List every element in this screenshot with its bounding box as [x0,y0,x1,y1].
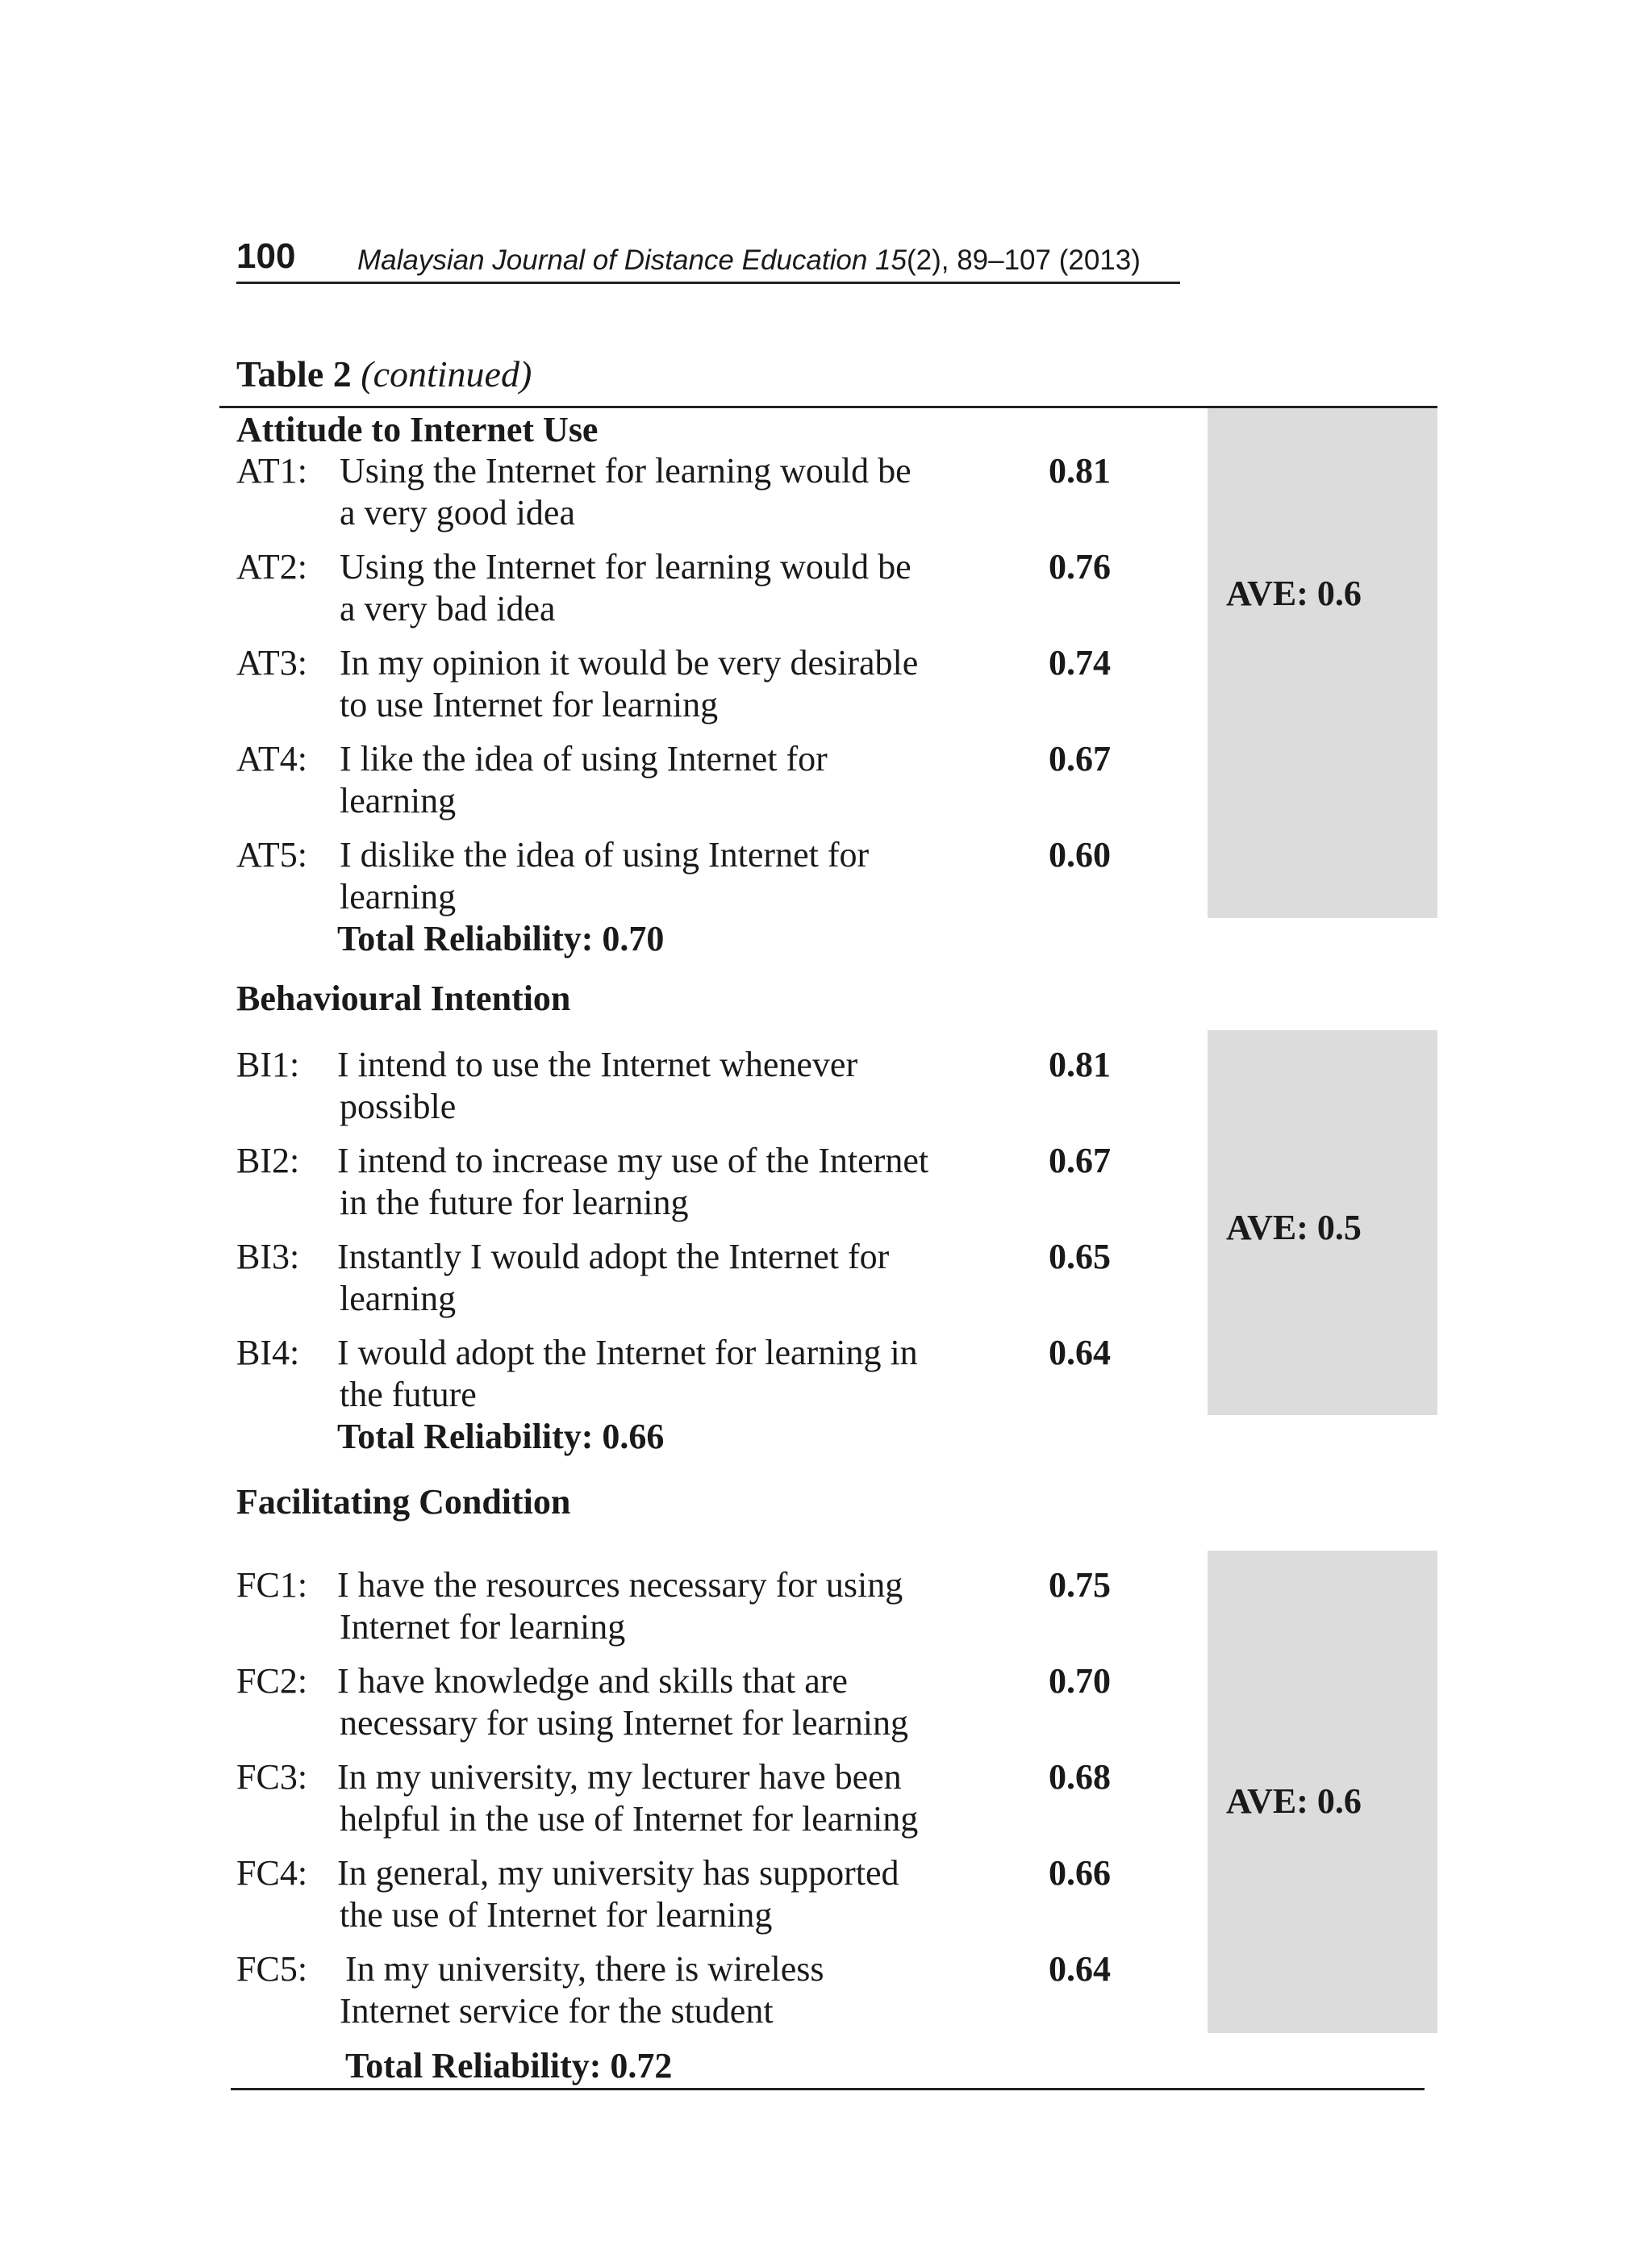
item-text-cont: possible [340,1087,457,1126]
loading-value: 0.81 [1049,451,1111,491]
item-code: AT2: [236,547,307,587]
item-code: AT3: [236,643,307,683]
loading-value: 0.67 [1049,739,1111,779]
item-text: Instantly I would adopt the Internet for [337,1237,890,1276]
running-head [236,236,1180,284]
item-code: BI1: [236,1045,300,1084]
loading-value: 0.64 [1049,1333,1111,1372]
item-code: BI2: [236,1141,300,1180]
item-code: BI4: [236,1333,300,1372]
item-text: I like the idea of using Internet for [340,739,828,779]
item-text-cont: the future [340,1375,477,1414]
total-reliability-facilitating: Total Reliability: 0.72 [345,2046,673,2085]
loading-value: 0.75 [1049,1565,1111,1605]
item-text: In my opinion it would be very desirable [340,643,919,683]
loading-value: 0.81 [1049,1045,1111,1084]
item-text: I intend to increase my use of the Internet [337,1141,929,1180]
item-text: I have knowledge and skills that are [337,1661,848,1701]
section-heading-facilitating: Facilitating Condition [236,1482,571,1522]
item-text-cont: a very bad idea [340,589,556,628]
item-text-cont: learning [340,781,457,820]
loading-value: 0.74 [1049,643,1111,683]
ave-attitude: AVE: 0.6 [1226,574,1362,613]
item-code: AT5: [236,835,307,875]
section-heading-attitude: Attitude to Internet Use [236,410,599,449]
item-text: I would adopt the Internet for learning in [337,1333,918,1372]
item-text-cont: necessary for using Internet for learning [340,1703,908,1743]
item-text: In my university, my lecturer have been [337,1757,902,1797]
item-text: In my university, there is wireless [345,1949,824,1989]
loading-value: 0.67 [1049,1141,1111,1180]
loading-value: 0.64 [1049,1949,1111,1989]
journal-volume: 15 [875,244,907,276]
loading-value: 0.76 [1049,547,1111,587]
journal-issue: (2), 89–107 (2013) [906,244,1141,276]
item-text: Using the Internet for learning would be [340,451,912,491]
item-text-cont: helpful in the use of Internet for learning [340,1799,919,1839]
loading-value: 0.70 [1049,1661,1111,1701]
table-number: Table 2 [236,353,352,395]
loading-value: 0.60 [1049,835,1111,875]
total-reliability-attitude: Total Reliability: 0.70 [337,919,665,958]
item-text: I dislike the idea of using Internet for [340,835,870,875]
table-bottom-rule [231,2088,1425,2090]
item-text-cont: learning [340,877,457,916]
item-code: AT4: [236,739,307,779]
total-reliability-behavioural: Total Reliability: 0.66 [337,1417,665,1456]
loading-value: 0.68 [1049,1757,1111,1797]
ave-facilitating: AVE: 0.6 [1226,1781,1362,1821]
item-code: FC3: [236,1757,308,1797]
item-code: BI3: [236,1237,300,1276]
item-text-cont: a very good idea [340,493,575,532]
item-code: FC2: [236,1661,308,1701]
item-text-cont: learning [340,1279,457,1318]
ave-box-attitude [1208,408,1437,918]
ave-behavioural: AVE: 0.5 [1226,1208,1362,1247]
item-code: FC5: [236,1949,308,1989]
loading-value: 0.65 [1049,1237,1111,1276]
table-continued: (continued) [361,353,532,395]
item-text-cont: to use Internet for learning [340,685,719,724]
journal-name: Malaysian Journal of Distance Education [357,244,868,276]
section-heading-behavioural: Behavioural Intention [236,979,571,1018]
item-text-cont: Internet for learning [340,1607,626,1647]
item-text: In general, my university has supported [337,1853,899,1893]
item-text-cont: in the future for learning [340,1183,689,1222]
item-text-cont: Internet service for the student [340,1991,774,2031]
item-code: FC4: [236,1853,308,1893]
item-text-cont: the use of Internet for learning [340,1895,773,1935]
item-code: FC1: [236,1565,308,1605]
journal-citation [357,244,1141,277]
loading-value: 0.66 [1049,1853,1111,1893]
item-text: Using the Internet for learning would be [340,547,912,587]
table-title [236,353,532,395]
item-text: I intend to use the Internet whenever [337,1045,858,1084]
item-code: AT1: [236,451,307,491]
item-text: I have the resources necessary for using [337,1565,903,1605]
page-number: 100 [236,236,296,276]
